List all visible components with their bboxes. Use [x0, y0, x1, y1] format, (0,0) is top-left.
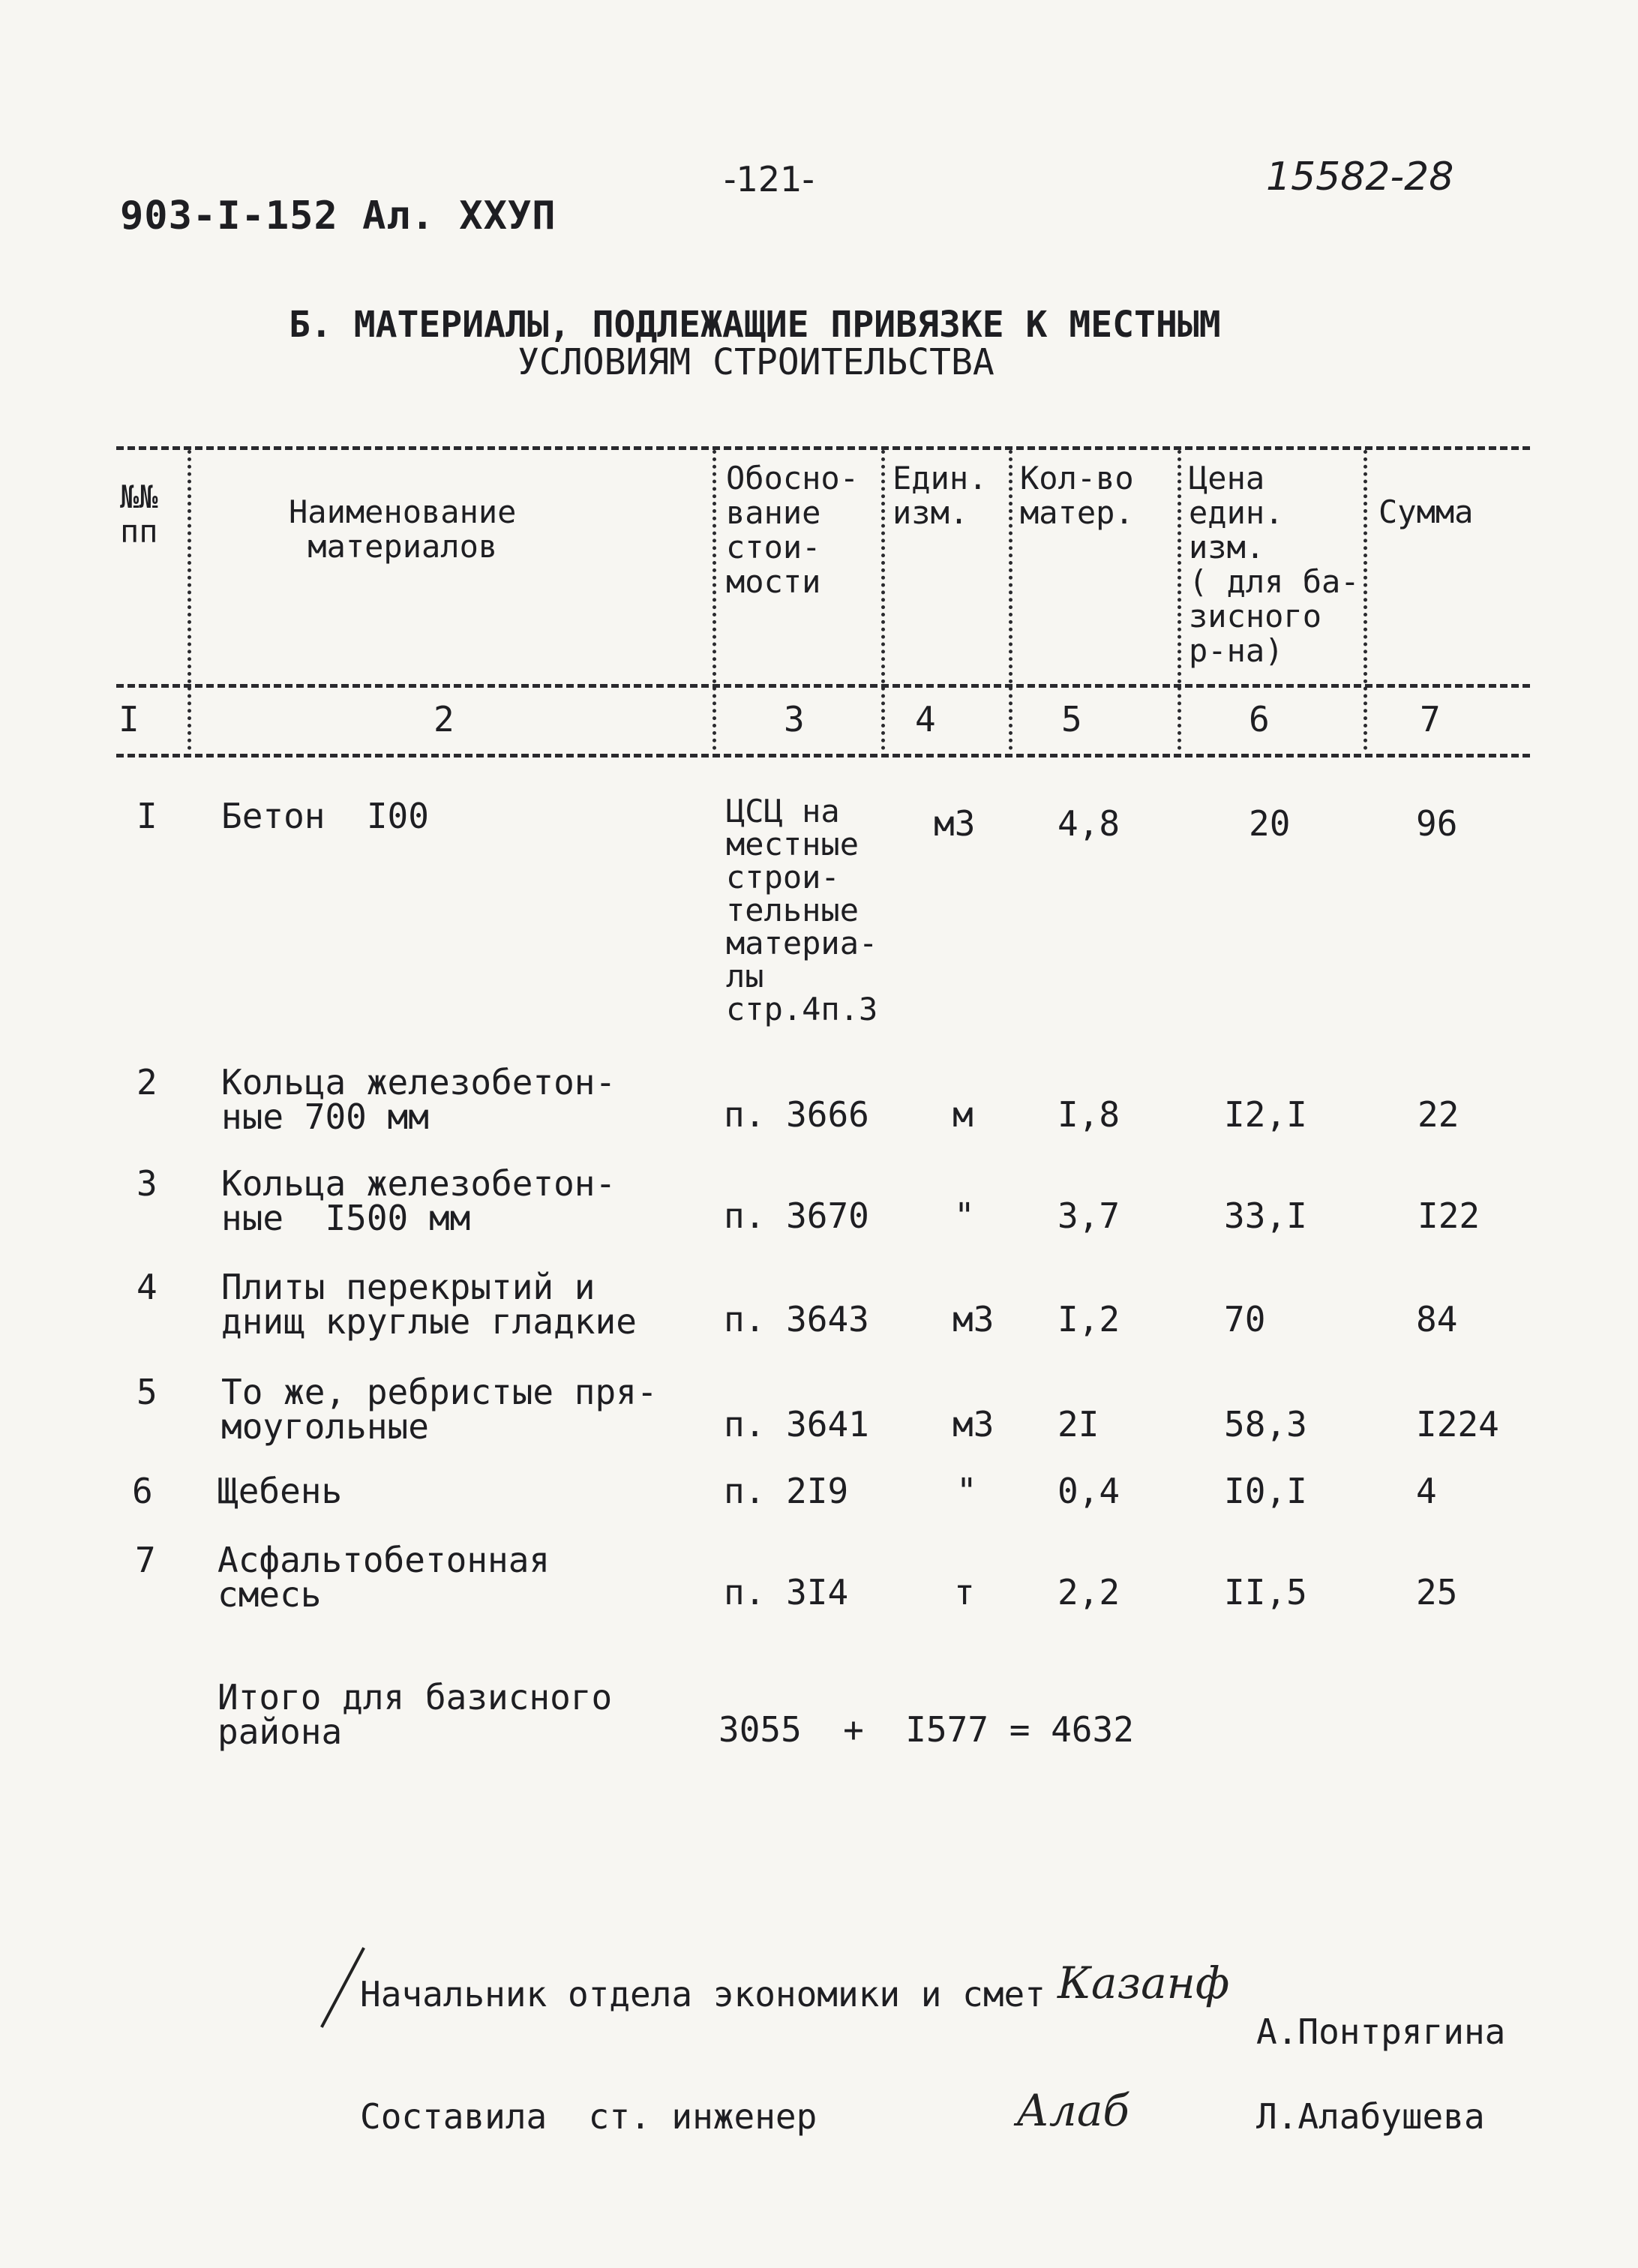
signatory-1-signature: Казанф — [1058, 1958, 1230, 2008]
row-4-unit: м3 — [952, 1299, 994, 1340]
colnum-5: 5 — [1061, 699, 1082, 740]
signatory-2-name: Л.Алабушева — [1256, 2096, 1485, 2137]
header-name: Наименование материалов — [289, 494, 517, 565]
row-7-sum: 25 — [1416, 1572, 1458, 1612]
colnum-3: 3 — [784, 699, 805, 740]
row-6-sum: 4 — [1416, 1471, 1437, 1511]
header-qty: Кол-во матер. — [1020, 460, 1134, 531]
header-sum: Сумма — [1378, 494, 1474, 530]
col-divider-5 — [1178, 450, 1181, 750]
header-basis: Обосно- вание стои- мости — [726, 460, 860, 600]
signatory-1-title: Начальник отдела экономики и смет — [360, 1974, 1046, 2014]
row-3-num: 3 — [136, 1163, 158, 1204]
row-3-unit: " — [954, 1196, 975, 1236]
signatory-2-title: Составила ст. инженер — [360, 2096, 818, 2137]
signatory-2-signature: Алаб — [1016, 2085, 1130, 2136]
row-5-qty: 2I — [1058, 1404, 1100, 1444]
header-price: Цена един. изм. ( для ба- зисного р-на) — [1189, 460, 1360, 669]
row-6-unit: " — [956, 1471, 977, 1511]
row-3-price: 33,I — [1224, 1196, 1307, 1236]
col-divider-6 — [1364, 450, 1367, 750]
row-5-sum: I224 — [1416, 1404, 1499, 1444]
row-7-price: II,5 — [1224, 1572, 1307, 1612]
row-3-name: Кольца железобетон- ные I500 мм — [221, 1163, 616, 1238]
col-divider-4 — [1009, 450, 1012, 750]
row-3-sum: I22 — [1418, 1196, 1480, 1236]
row-5-price: 58,3 — [1224, 1404, 1307, 1444]
row-2-basis: п. 3666 — [724, 1094, 869, 1135]
colnum-6: 6 — [1249, 699, 1270, 740]
colnum-7: 7 — [1420, 699, 1441, 740]
row-6-qty: 0,4 — [1058, 1471, 1120, 1511]
row-4-sum: 84 — [1416, 1299, 1458, 1340]
row-6-name: Щебень — [218, 1471, 343, 1511]
row-1-name: Бетон I00 — [221, 796, 429, 836]
row-5-basis: п. 3641 — [724, 1404, 869, 1444]
sheet-number: 15582-28 — [1266, 154, 1454, 200]
col-divider-1 — [188, 450, 191, 750]
row-4-price: 70 — [1224, 1299, 1266, 1340]
row-3-basis: п. 3670 — [724, 1196, 869, 1236]
row-1-qty: 4,8 — [1058, 803, 1120, 844]
section-title-line2: УСЛОВИЯМ СТРОИТЕЛЬСТВА — [518, 341, 994, 383]
header-unit: Един. изм. — [892, 460, 988, 531]
row-2-name: Кольца железобетон- ные 700 мм — [221, 1062, 616, 1137]
margin-slash-mark — [320, 1947, 365, 2028]
page-number: -121- — [724, 159, 814, 200]
row-4-basis: п. 3643 — [724, 1299, 869, 1340]
row-7-name: Асфальтобетонная смесь — [218, 1540, 550, 1615]
row-3-qty: 3,7 — [1058, 1196, 1120, 1236]
row-6-num: 6 — [132, 1471, 153, 1511]
row-1-price: 20 — [1249, 803, 1291, 844]
row-4-num: 4 — [136, 1267, 158, 1307]
col-divider-3 — [881, 450, 885, 750]
row-7-qty: 2,2 — [1058, 1572, 1120, 1612]
section-title-line1: Б. МАТЕРИАЛЫ, ПОДЛЕЖАЩИЕ ПРИВЯЗКЕ К МЕСТНЫМ — [289, 304, 1221, 346]
row-4-name: Плиты перекрытий и днищ круглые гладкие — [221, 1267, 637, 1342]
document-code: 903-I-152 Ал. XXУП — [120, 194, 556, 238]
row-2-unit: м — [952, 1094, 974, 1135]
table-top-rule — [116, 446, 1530, 450]
total-label: Итого для базисного района — [218, 1677, 613, 1752]
row-2-num: 2 — [136, 1062, 158, 1102]
table-colnum-rule — [116, 754, 1530, 758]
signatory-1-name: А.Понтрягина — [1256, 2012, 1506, 2052]
row-5-unit: м3 — [952, 1404, 994, 1444]
table-header-rule — [116, 684, 1530, 688]
row-2-sum: 22 — [1418, 1094, 1460, 1135]
row-1-basis: ЦСЦ на местные строи- тельные материа- лы стр.4п.3 — [726, 793, 878, 1028]
row-7-basis: п. 3I4 — [724, 1572, 849, 1612]
row-6-price: I0,I — [1224, 1471, 1307, 1511]
row-5-name: То же, ребристые пря- моугольные — [221, 1372, 658, 1447]
total-expression: 3055 + I577 = 4632 — [718, 1709, 1134, 1750]
row-5-num: 5 — [136, 1372, 158, 1412]
header-num: №№ пп — [120, 478, 158, 550]
colnum-4: 4 — [915, 699, 936, 740]
colnum-2: 2 — [434, 699, 454, 740]
row-7-unit: т — [954, 1572, 975, 1612]
colnum-1: I — [118, 699, 140, 740]
row-2-qty: I,8 — [1058, 1094, 1120, 1135]
row-6-basis: п. 2I9 — [724, 1471, 849, 1511]
row-1-num: I — [136, 796, 158, 836]
row-2-price: I2,I — [1224, 1094, 1307, 1135]
row-4-qty: I,2 — [1058, 1299, 1120, 1340]
row-7-num: 7 — [135, 1540, 156, 1580]
row-1-sum: 96 — [1416, 803, 1458, 844]
row-1-unit: м3 — [934, 803, 976, 844]
col-divider-2 — [712, 450, 716, 750]
